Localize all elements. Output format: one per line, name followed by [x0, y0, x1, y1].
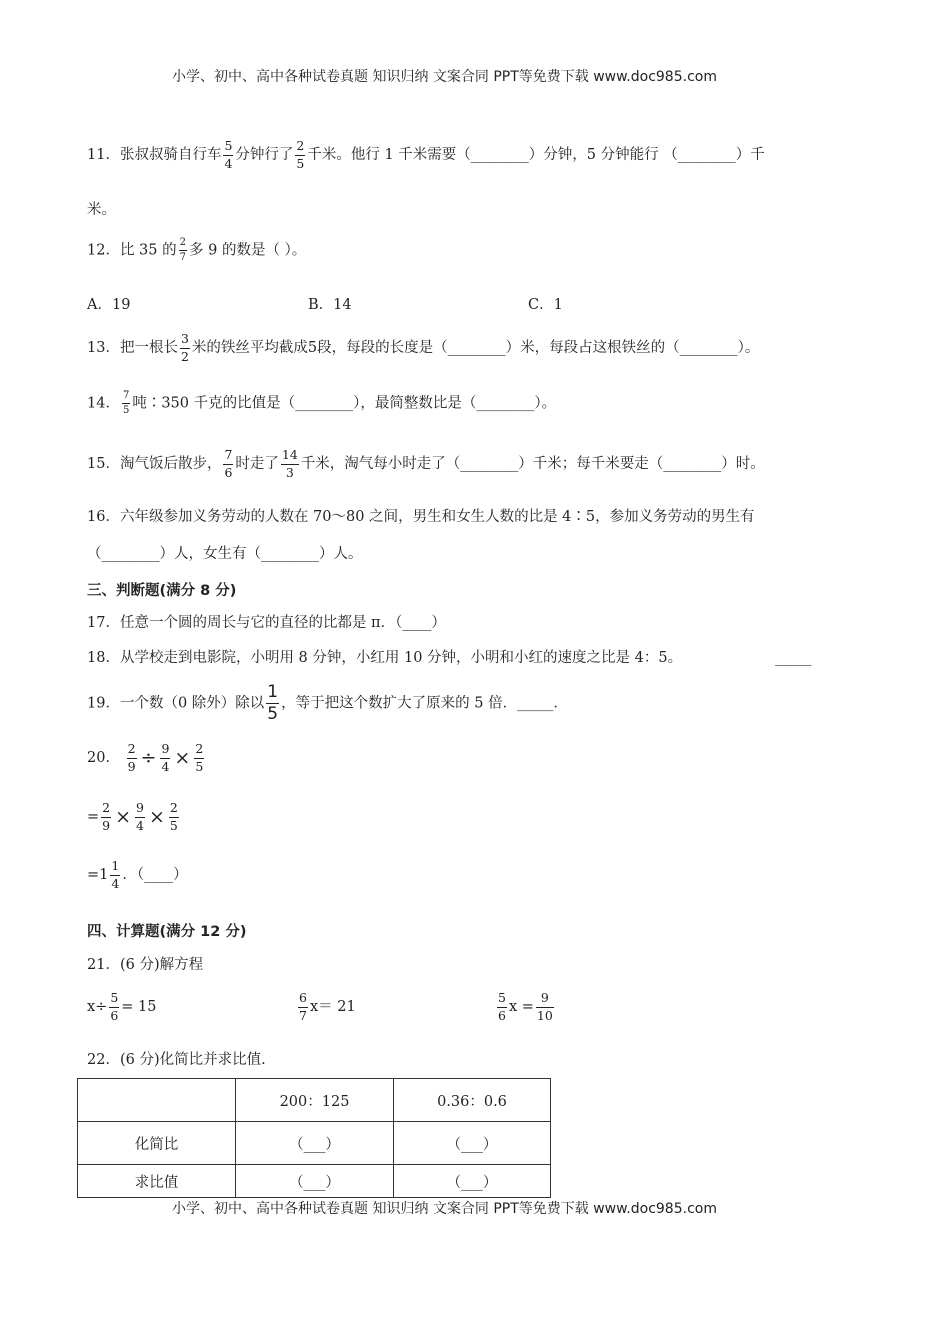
question-22-title: 22．(6 分)化简比并求比值. [87, 1052, 266, 1068]
question-20-line2: = $\frac{2}{9}$ × $\frac{9}{4}$ × $\frac{2}{5}$ [87, 800, 178, 833]
fraction: $\frac{9}{10}$ [536, 990, 553, 1023]
question-18-answer-blank: _____ [775, 650, 812, 666]
equation-1: x÷ $\frac{5}{6}$ = 15 [87, 990, 157, 1023]
ratio-table [77, 1078, 551, 1198]
fraction: $\frac{5}{6}$ [110, 990, 119, 1023]
page-header: 小学、初中、高中各种试卷真题 知识归纳 文案合同 PPT等免费下载 www.doc985.com [172, 69, 717, 85]
option-c: C．1 [528, 297, 563, 313]
fraction: $\frac{2}{5}$ [296, 138, 305, 171]
question-19: 19．一个数（0 除外）除以 $\frac{1}{5}$ ，等于把这个数扩大了原来的 5 倍．_____． [87, 682, 568, 724]
table-row-label: 化简比 [78, 1122, 236, 1165]
table-row [78, 1165, 551, 1198]
question-11: 11．张叔叔骑自行车 $\frac{5}{4}$ 分钟行了 $\frac{2}{5}$ 千米。他行 1 千米需要（________）分钟，5 分钟能行 （________）千 [87, 138, 765, 171]
answer-blank: （___） [236, 1165, 394, 1198]
table-header: 0.36：0.6 [394, 1079, 551, 1122]
answer-blank: （___） [394, 1165, 551, 1198]
question-20-line1: 20． $\frac{2}{9}$ ÷ $\frac{9}{4}$ × $\frac{2}{5}$ [87, 741, 204, 774]
fraction: $\frac{1}{5}$ [267, 682, 279, 724]
fraction: $\frac{2}{9}$ [102, 800, 111, 833]
question-21-title: 21．(6 分)解方程 [87, 957, 204, 973]
fraction: $\frac{7}{5}$ [122, 390, 130, 416]
fraction: $\frac{2}{5}$ [195, 741, 204, 774]
section-4-title: 四、计算题(满分 12 分) [87, 924, 247, 940]
fraction: $\frac{9}{4}$ [136, 800, 144, 833]
answer-blank: （___） [236, 1122, 394, 1165]
table-header-row [78, 1079, 551, 1122]
fraction: $\frac{6}{7}$ [299, 990, 307, 1023]
question-18: 18．从学校走到电影院，小明用 8 分钟，小红用 10 分钟，小明和小红的速度之比是 4：5。 [87, 650, 683, 666]
question-16: 16．六年级参加义务劳动的人数在 70～80 之间，男生和女生人数的比是 4∶5，参加义务劳动的男生有 [87, 509, 755, 525]
fraction: $\frac{5}{4}$ [224, 138, 233, 171]
question-17: 17．任意一个圆的周长与它的直径的比都是 π．（____） [87, 615, 446, 631]
section-3-title: 三、判断题(满分 8 分) [87, 583, 237, 599]
fraction: $\frac{3}{2}$ [180, 331, 189, 364]
question-11-line2: 米。 [87, 202, 116, 218]
fraction: $\frac{7}{6}$ [224, 447, 233, 480]
fraction: $\frac{1}{4}$ [111, 858, 120, 891]
fraction: $\frac{2}{5}$ [169, 800, 178, 833]
fraction: $\frac{5}{6}$ [498, 990, 506, 1023]
option-a: A．19 [87, 297, 131, 313]
question-14: 14． $\frac{7}{5}$ 吨∶350 千克的比值是（________），最简整数比是（________）。 [87, 390, 557, 416]
fraction: $\frac{9}{4}$ [161, 741, 170, 774]
question-13: 13．把一根长 $\frac{3}{2}$ 米的铁丝平均截成5段，每段的长度是（________）米，每段占这根铁丝的（________）。 [87, 331, 760, 364]
question-15: 15．淘气饭后散步， $\frac{7}{6}$ 时走了 $\frac{14}{3}$ 千米，淘气每小时走了（________）千米；每千米要走（________）时。 [87, 447, 765, 480]
page-footer: 小学、初中、高中各种试卷真题 知识归纳 文案合同 PPT等免费下载 www.doc985.com [172, 1201, 717, 1217]
question-20-line3: =1 $\frac{1}{4}$ ．（____） [87, 858, 188, 891]
fraction: $\frac{2}{7}$ [179, 237, 186, 263]
table-cell [78, 1079, 236, 1122]
fraction: $\frac{2}{9}$ [127, 741, 136, 774]
equation-3: $\frac{5}{6}$ x = $\frac{9}{10}$ [498, 990, 553, 1023]
option-b: B．14 [308, 297, 352, 313]
table-header: 200：125 [236, 1079, 394, 1122]
table-row [78, 1122, 551, 1165]
question-16-line2: （________）人，女生有（________）人。 [87, 546, 363, 562]
answer-blank: （___） [394, 1122, 551, 1165]
question-12: 12．比 35 的 $\frac{2}{7}$ 多 9 的数是（ ）。 [87, 237, 307, 263]
fraction: $\frac{14}{3}$ [281, 447, 298, 480]
table-row-label: 求比值 [78, 1165, 236, 1198]
equation-2: $\frac{6}{7}$ x＝ 21 [299, 990, 356, 1023]
